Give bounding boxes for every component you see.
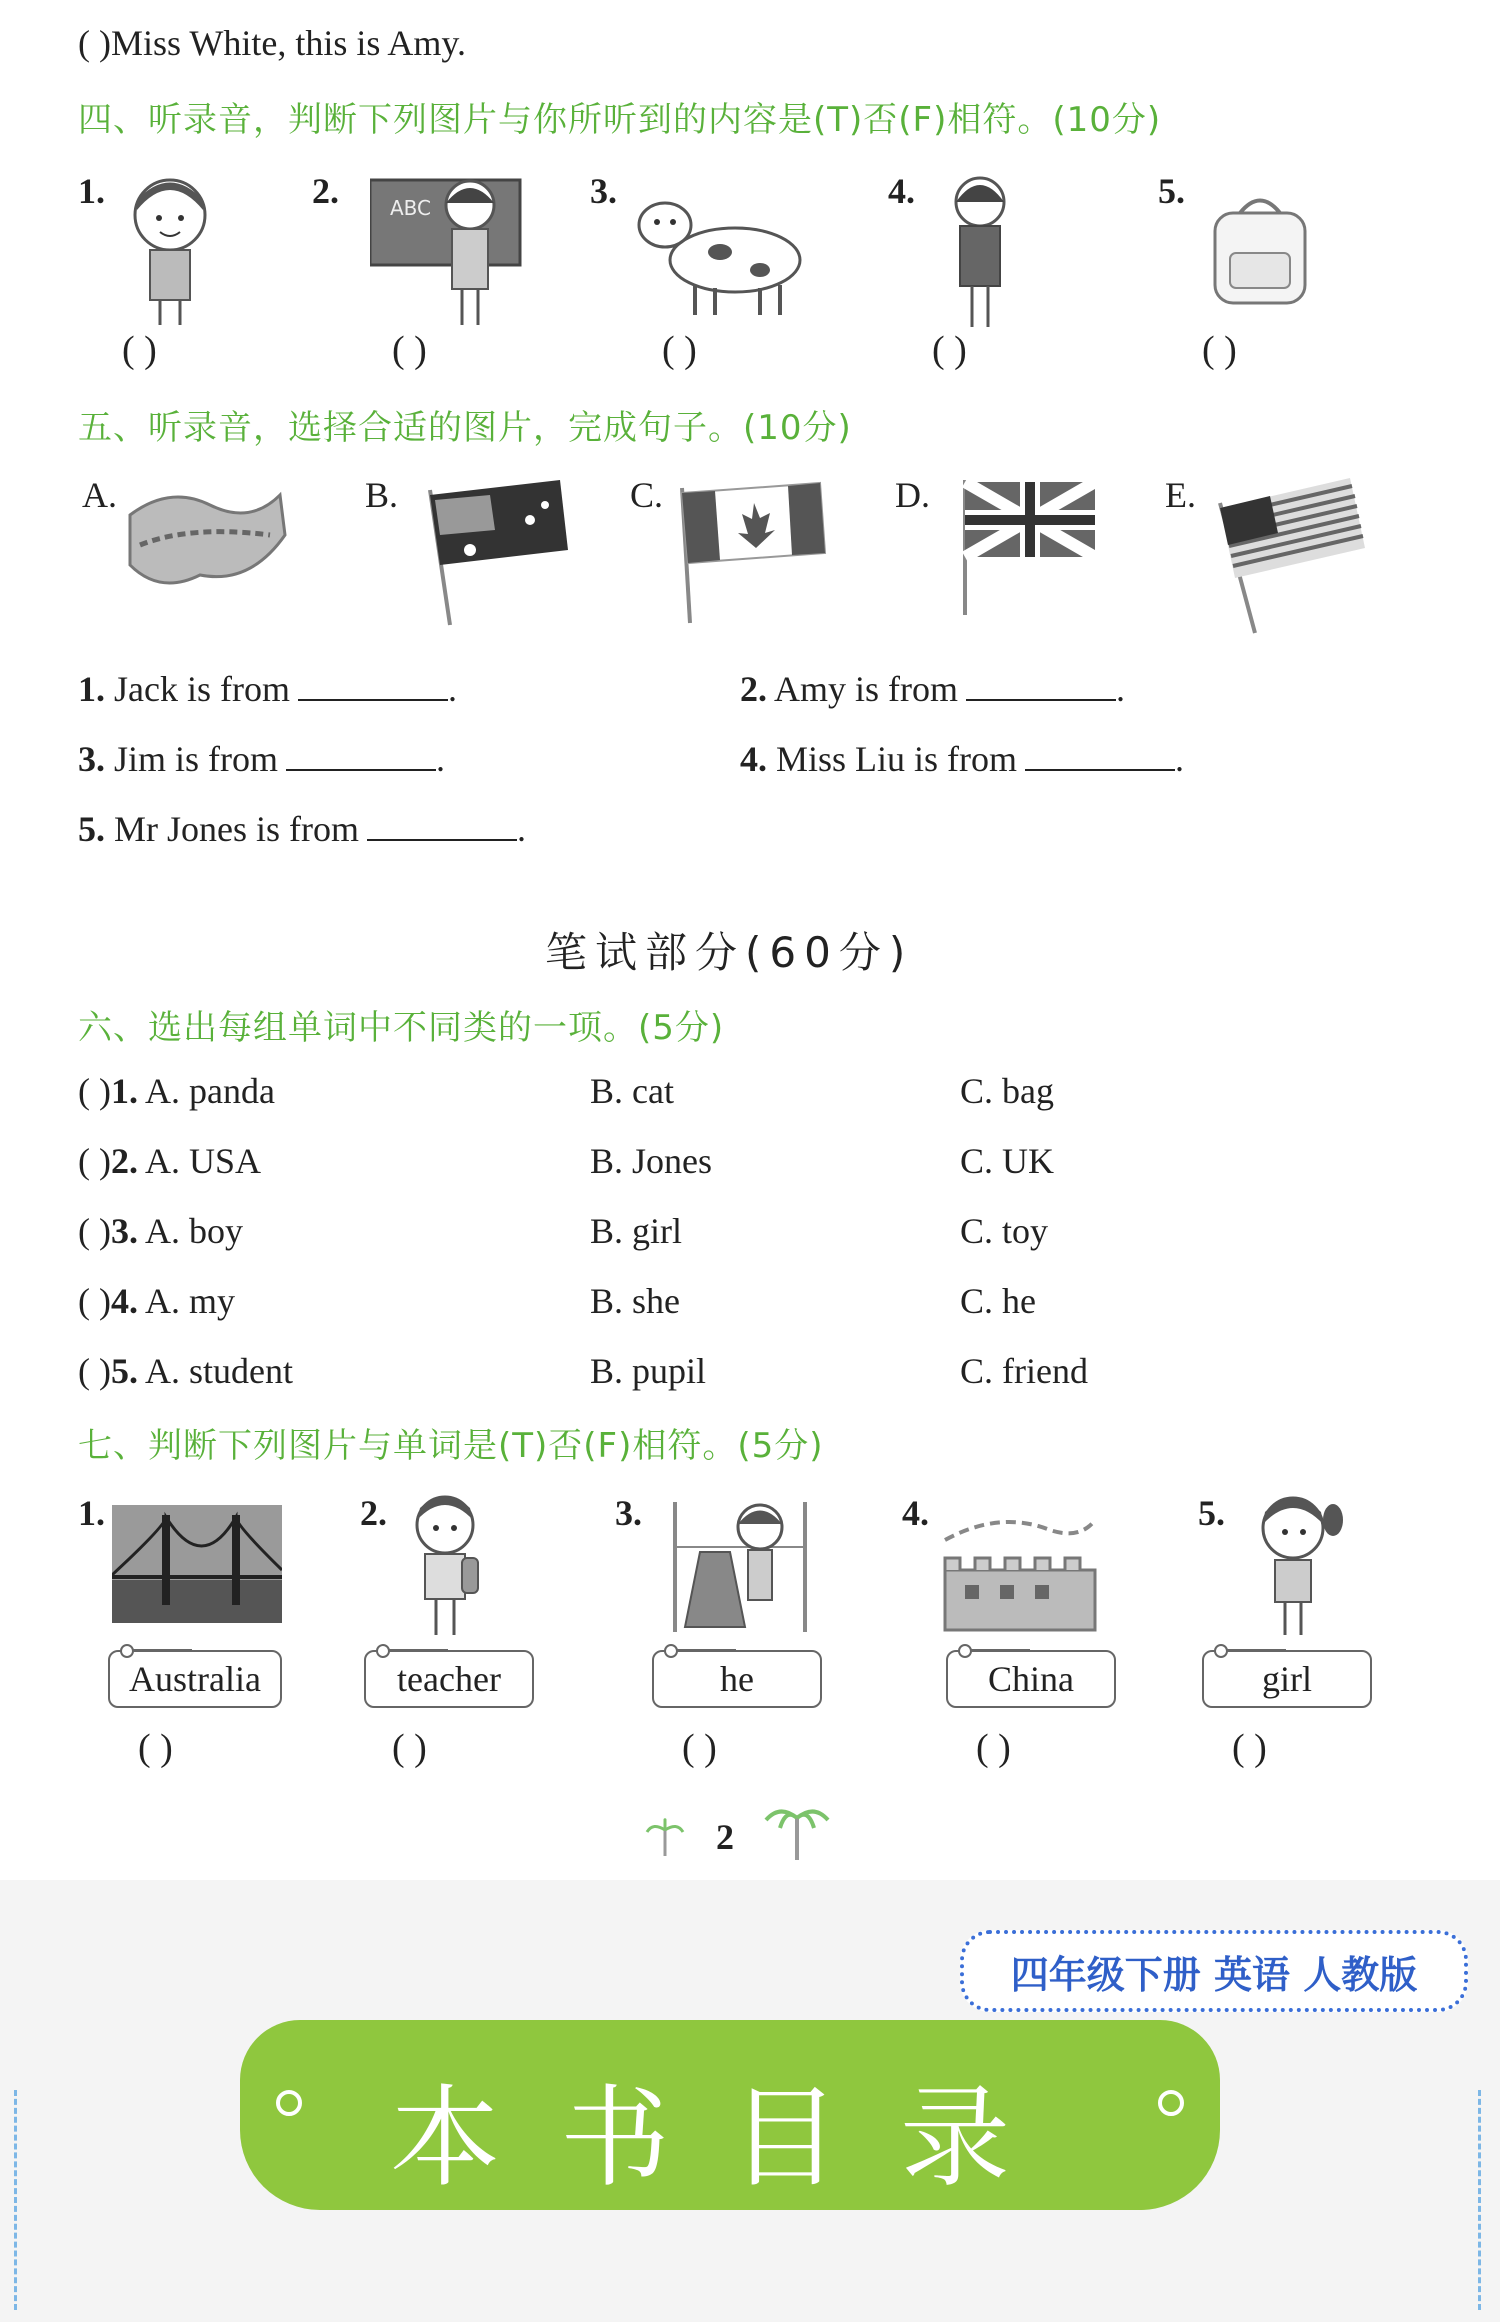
australia-flag-icon xyxy=(420,470,570,630)
word-option-c: C. toy xyxy=(960,1211,1049,1251)
answer-blank[interactable] xyxy=(298,669,448,701)
word-card xyxy=(108,1650,282,1708)
dashed-margin-line xyxy=(1478,2090,1481,2310)
answer-paren: ( ) xyxy=(976,1727,1011,1769)
girl-ponytail-icon xyxy=(1245,1490,1345,1640)
word-option-b: B. girl xyxy=(590,1211,683,1251)
section-7-heading: 七、判断下列图片与单词是(T)否(F)相符。(5分) xyxy=(78,1426,824,1466)
top-line xyxy=(78,22,466,64)
answer-paren: ( ) xyxy=(392,329,427,371)
answer-blank[interactable] xyxy=(1025,739,1175,771)
answer-paren: ( ) xyxy=(78,23,111,63)
answer-paren: ( ) xyxy=(1232,1727,1267,1769)
word-row: ( )4. A. my xyxy=(78,1281,235,1321)
item-number: 5. xyxy=(1158,171,1185,211)
word-row: ( )2. A. USA xyxy=(78,1141,262,1181)
answer-blank[interactable] xyxy=(367,809,517,841)
written-part-title: 笔试部分(60分) xyxy=(545,928,914,977)
page-number: 2 xyxy=(716,1817,734,1857)
word-card xyxy=(1202,1650,1372,1708)
sentence-4: 4. Miss Liu is from . xyxy=(740,739,1185,779)
answer-paren: ( ) xyxy=(392,1727,427,1769)
word-card xyxy=(946,1650,1116,1708)
answer-paren: ( ) xyxy=(122,329,157,371)
item-number: 4. xyxy=(902,1493,929,1533)
item-number: 3. xyxy=(615,1493,642,1533)
word-option-c: C. UK xyxy=(960,1141,1055,1181)
sentence-1: 1. Jack is from . xyxy=(78,669,457,709)
item-number: 2. xyxy=(312,171,339,211)
option-letter: C. xyxy=(630,475,664,515)
toc-banner xyxy=(240,2020,1220,2210)
girl-with-dress-icon xyxy=(660,1492,820,1642)
word-card-text: Australia xyxy=(129,1659,261,1699)
teacher-at-blackboard-icon xyxy=(370,175,530,330)
great-wall-icon xyxy=(940,1500,1100,1635)
option-letter: E. xyxy=(1165,475,1196,515)
woman-in-suit-icon xyxy=(940,172,1020,332)
word-option-c: C. he xyxy=(960,1281,1036,1321)
word-option-c: C. friend xyxy=(960,1351,1088,1391)
word-row: ( )5. A. student xyxy=(78,1351,293,1391)
edition-label: 四年级下册 英语 人教版 xyxy=(960,1930,1468,2012)
item-number: 1. xyxy=(78,1493,105,1533)
answer-paren: ( ) xyxy=(138,1727,173,1769)
dashed-margin-line xyxy=(14,2090,17,2310)
sentence-3: 3. Jim is from . xyxy=(78,739,446,779)
canada-flag-icon xyxy=(670,478,830,628)
option-letter: D. xyxy=(895,475,930,515)
item-number: 4. xyxy=(888,171,915,211)
schoolbag-icon xyxy=(1200,188,1320,308)
word-card-text: teacher xyxy=(397,1659,501,1699)
item-number: 1. xyxy=(78,171,105,211)
word-card-text: girl xyxy=(1262,1659,1312,1699)
usa-flag-icon xyxy=(1210,468,1370,638)
word-card-text: he xyxy=(720,1659,754,1699)
word-option-b: B. cat xyxy=(590,1071,674,1111)
answer-paren: ( ) xyxy=(1202,329,1237,371)
answer-blank[interactable] xyxy=(286,739,436,771)
option-letter: B. xyxy=(365,475,399,515)
golden-gate-bridge-icon xyxy=(112,1505,282,1623)
toc-title: 本书目录 xyxy=(390,2074,1070,2202)
answer-paren: ( ) xyxy=(682,1727,717,1769)
blackboard-text: ABC xyxy=(390,196,432,220)
girl-smiling-icon xyxy=(115,170,225,330)
option-letter: A. xyxy=(82,475,117,515)
section-4-heading: 四、听录音，判断下列图片与你所听到的内容是(T)否(F)相符。(10分) xyxy=(78,100,1162,140)
uk-flag-icon xyxy=(955,470,1105,620)
sentence-5: 5. Mr Jones is from . xyxy=(78,809,526,849)
item-number: 5. xyxy=(1198,1493,1225,1533)
answer-paren: ( ) xyxy=(662,329,697,371)
answer-paren: ( ) xyxy=(932,329,967,371)
word-option-c: C. bag xyxy=(960,1071,1054,1111)
word-card-text: China xyxy=(988,1659,1074,1699)
section-6-heading: 六、选出每组单词中不同类的一项。(5分) xyxy=(78,1008,725,1048)
word-card xyxy=(364,1650,534,1708)
palm-tree-icon xyxy=(645,1818,685,1858)
word-row: ( )3. A. boy xyxy=(78,1211,243,1251)
great-wall-icon xyxy=(120,475,290,605)
word-option-b: B. pupil xyxy=(590,1351,707,1391)
item-number: 2. xyxy=(360,1493,387,1533)
top-line-text: Miss White, this is Amy. xyxy=(110,23,467,63)
word-option-b: B. she xyxy=(590,1281,680,1321)
sentence-2: 2. Amy is from . xyxy=(740,669,1126,709)
word-option-b: B. Jones xyxy=(590,1141,713,1181)
answer-blank[interactable] xyxy=(966,669,1116,701)
palm-tree-icon xyxy=(762,1800,832,1862)
boy-with-backpack-icon xyxy=(400,1490,490,1640)
word-card xyxy=(652,1650,822,1708)
cow-icon xyxy=(625,180,815,320)
section-5-heading: 五、听录音，选择合适的图片，完成句子。(10分) xyxy=(78,408,852,448)
word-row: ( )1. A. panda xyxy=(78,1071,275,1111)
item-number: 3. xyxy=(590,171,617,211)
